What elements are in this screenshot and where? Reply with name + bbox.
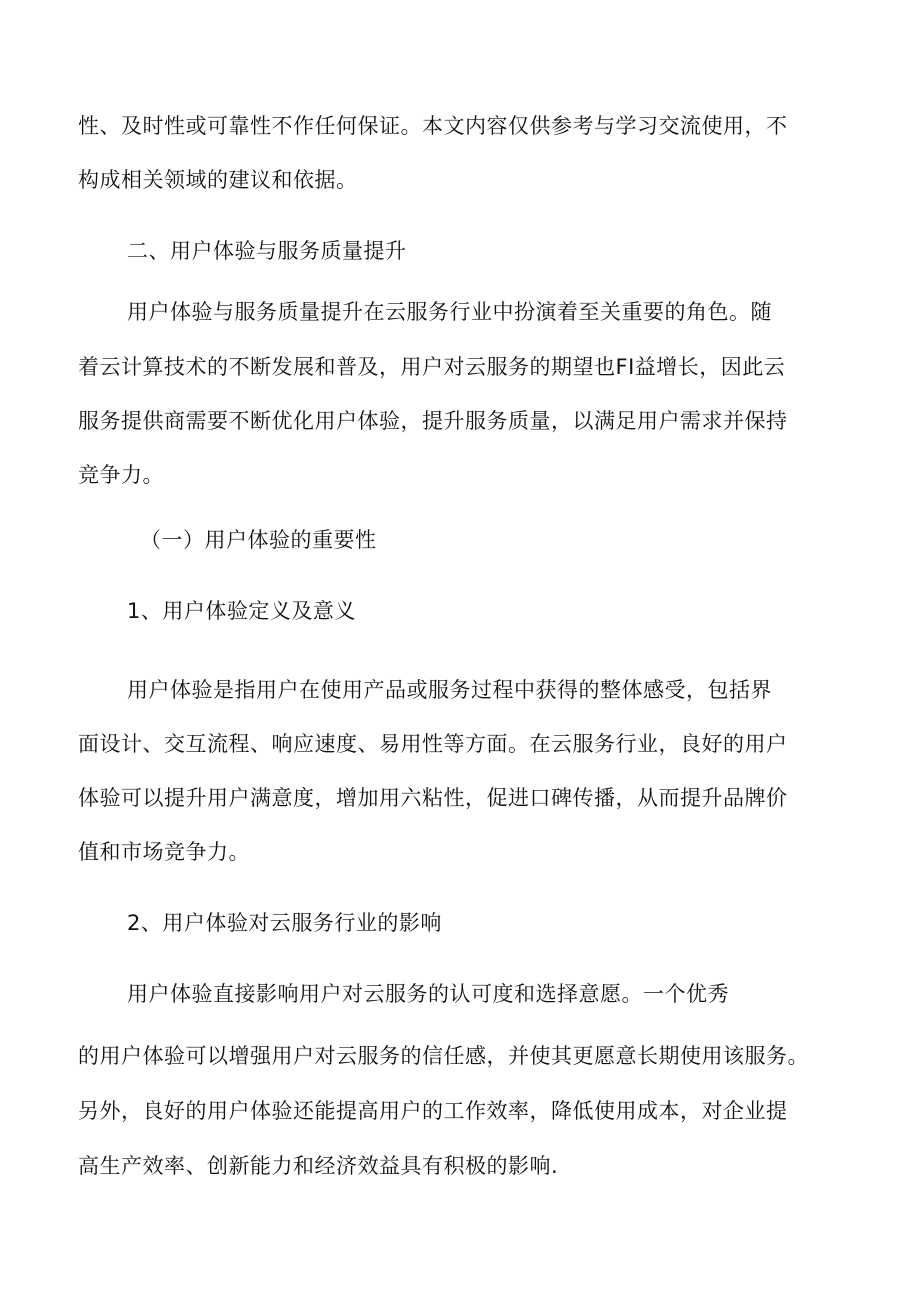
paragraph-5-line-3: 值和市场竞争力。 — [78, 840, 250, 864]
paragraph-7-line-2: 另外，良好的用户体验还能提高用户的工作效率，降低使用成本，对企业提 — [78, 1099, 788, 1123]
paragraph-2-line-0: 用户体验与服务质量提升在云服务行业中扮演着至关重要的角色。随 — [127, 300, 772, 324]
paragraph-5-line-0: 用户体验是指用户在使用产品或服务过程中获得的整体感受，包括界 — [127, 678, 772, 702]
paragraph-5-line-1: 面设计、交互流程、响应速度、易用性等方面。在云服务行业，良好的用户 — [78, 732, 788, 756]
subsection-heading: （一）用户体验的重要性 — [140, 528, 377, 552]
paragraph-2-line-1: 着云计算技术的不断发展和普及，用户对云服务的期望也FI益增长，因此云 — [78, 355, 786, 379]
paragraph-7-line-1: 的用户体验可以增强用户对云服务的信任感，并使其更愿意长期使用该服务。 — [78, 1044, 809, 1068]
paragraph-0-line-1: 构成相关领域的建议和依据。 — [78, 168, 358, 192]
paragraph-2-line-2: 服务提供商需要不断优化用户体验，提升服务质量，以满足用户需求并保持 — [78, 409, 788, 433]
item-heading-1: 1、用户体验定义及意义 — [127, 599, 356, 623]
paragraph-2-line-3: 竞争力。 — [78, 463, 164, 487]
section-heading: 二、用户体验与服务质量提升 — [127, 239, 407, 263]
paragraph-5-line-2: 体验可以提升用户满意度，增加用六粘性，促进口碑传播，从而提升品牌价 — [78, 786, 788, 810]
paragraph-7-line-0: 用户体验直接影响用户对云服务的认可度和选择意愿。一个优秀 — [127, 982, 729, 1006]
paragraph-0-line-0: 性、及时性或可靠性不作任何保证。本文内容仅供参考与学习交流使用，不 — [78, 114, 788, 138]
item-heading-2: 2、用户体验对云服务行业的影响 — [127, 911, 442, 935]
paragraph-7-line-3: 高生产效率、创新能力和经济效益具有积极的影响. — [78, 1154, 559, 1178]
